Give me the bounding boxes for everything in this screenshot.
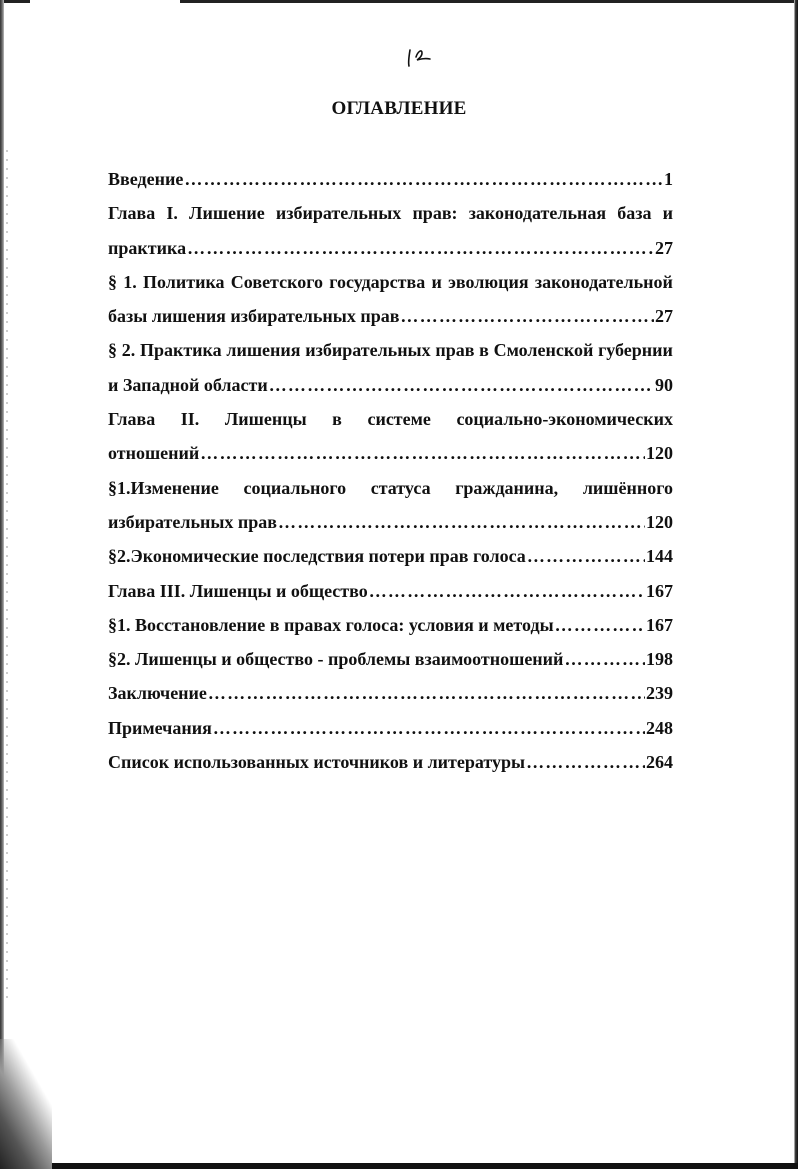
toc-leader-dots (200, 436, 645, 470)
toc-word: статуса (370, 477, 431, 498)
scan-border-left (0, 0, 4, 1169)
toc-leader-dots (184, 162, 663, 196)
toc-entry-title: §1. Восстановление в правах голоса: условия и методы (108, 614, 554, 635)
toc-entry (108, 642, 673, 676)
toc-word: I. (166, 203, 178, 224)
toc-word: избирательных (275, 203, 402, 224)
scan-margin-noise (6, 150, 8, 1000)
toc-entry-line (108, 402, 673, 436)
toc-entry-page: 27 (655, 306, 673, 327)
toc-entry-title: Заключение (108, 683, 207, 704)
toc-entry-page: 239 (646, 683, 673, 704)
toc-entry-title: и Западной области (108, 374, 268, 395)
toc-entry-page: 198 (646, 649, 673, 670)
toc-word: § (108, 271, 117, 292)
toc-leader-dots (187, 231, 654, 265)
toc-word: в (479, 340, 489, 361)
toc-leader-dots (526, 745, 645, 779)
toc-entry-page: 264 (646, 752, 673, 773)
toc-entry (108, 745, 673, 779)
toc-leader-dots (213, 711, 645, 745)
toc-entry-page: 248 (646, 717, 673, 738)
toc-entry-page: 167 (646, 614, 673, 635)
scan-border-right (794, 0, 798, 1169)
toc-entry (108, 539, 673, 573)
toc-word: Глава (108, 203, 156, 224)
handwritten-page-number (400, 40, 440, 70)
toc-word: § (108, 340, 117, 361)
toc-entry-page: 90 (655, 374, 673, 395)
toc-entry-title: §2. Лишенцы и общество - проблемы взаимоотношений (108, 649, 564, 670)
toc-entry (108, 711, 673, 745)
toc-entry (108, 574, 673, 608)
toc-word: Советского (230, 271, 323, 292)
toc-word: губернии (598, 340, 673, 361)
toc-word: и (662, 203, 673, 224)
toc-leader-dots (208, 676, 645, 710)
toc-entry (108, 505, 673, 539)
toc-leader-dots (400, 299, 654, 333)
toc-leader-dots (369, 574, 645, 608)
toc-word: лишённого (582, 477, 673, 498)
scan-border-gap (30, 0, 180, 3)
toc-entry-page: 167 (646, 580, 673, 601)
toc-word: прав: (412, 203, 458, 224)
toc-word: Практика (139, 340, 222, 361)
toc-word: Политика (143, 271, 225, 292)
toc-entry-title: отношений (108, 443, 200, 464)
toc-entry (108, 231, 673, 265)
toc-leader-dots (564, 642, 645, 676)
toc-word: Лишение (189, 203, 265, 224)
toc-entry-title: Введение (108, 169, 184, 189)
toc-entry (108, 608, 673, 642)
toc-entry (108, 436, 673, 470)
toc-entry-line (108, 265, 673, 299)
toc-word: 2. (121, 340, 136, 361)
toc-word: социального (243, 477, 347, 498)
toc-word: база (617, 203, 652, 224)
toc-leader-dots (278, 505, 645, 539)
toc-word: прав (435, 340, 475, 361)
toc-entry-line (108, 196, 673, 230)
scan-border-bottom (0, 1163, 798, 1169)
toc-entry (108, 676, 673, 710)
toc-leader-dots (527, 539, 645, 573)
toc-entry-page: 27 (655, 237, 673, 258)
toc-word: Лишенцы (224, 409, 307, 430)
toc-entry-page: 120 (646, 443, 673, 464)
toc-word: 1. (123, 271, 137, 292)
toc-entry-title: Глава III. Лишенцы и общество (108, 580, 368, 601)
toc-leader-dots (555, 608, 645, 642)
toc-entry-page: 120 (646, 511, 673, 532)
toc-entry-title: базы лишения избирательных прав (108, 306, 400, 327)
toc-word: законодательной (534, 271, 673, 292)
toc-word: гражданина, (455, 477, 559, 498)
toc-word: лишения (226, 340, 301, 361)
toc-word: государства (329, 271, 426, 292)
toc-entry-page: 1 (664, 169, 673, 189)
toc-entry-title: §2.Экономические последствия потери прав голоса (108, 546, 526, 567)
toc-entry (108, 162, 673, 196)
toc-word: избирательных (305, 340, 431, 361)
toc-entry-title: избирательных прав (108, 511, 277, 532)
toc-word: Смоленской (493, 340, 594, 361)
toc-entry (108, 299, 673, 333)
toc-entry-line (108, 333, 673, 367)
toc-entry-line (108, 471, 673, 505)
toc-word: в (332, 409, 342, 430)
table-of-contents (108, 162, 673, 779)
toc-leader-dots (269, 368, 654, 402)
toc-entry-title: практика (108, 237, 187, 258)
toc-entry-title: Список использованных источников и литературы (108, 752, 526, 773)
toc-word: Глава (108, 409, 156, 430)
toc-word: и (431, 271, 442, 292)
toc-word: законодательная (468, 203, 607, 224)
toc-entry (108, 368, 673, 402)
toc-word: системе (367, 409, 431, 430)
toc-word: II. (180, 409, 200, 430)
toc-word: эволюция (448, 271, 529, 292)
toc-entry-title: Примечания (108, 717, 212, 738)
toc-entry-page: 144 (646, 546, 673, 567)
toc-word: §1.Изменение (108, 477, 219, 498)
scan-shadow-corner (0, 1039, 52, 1169)
page-title: ОГЛАВЛЕНИЕ (331, 98, 467, 119)
toc-word: социально-экономических (456, 409, 673, 430)
